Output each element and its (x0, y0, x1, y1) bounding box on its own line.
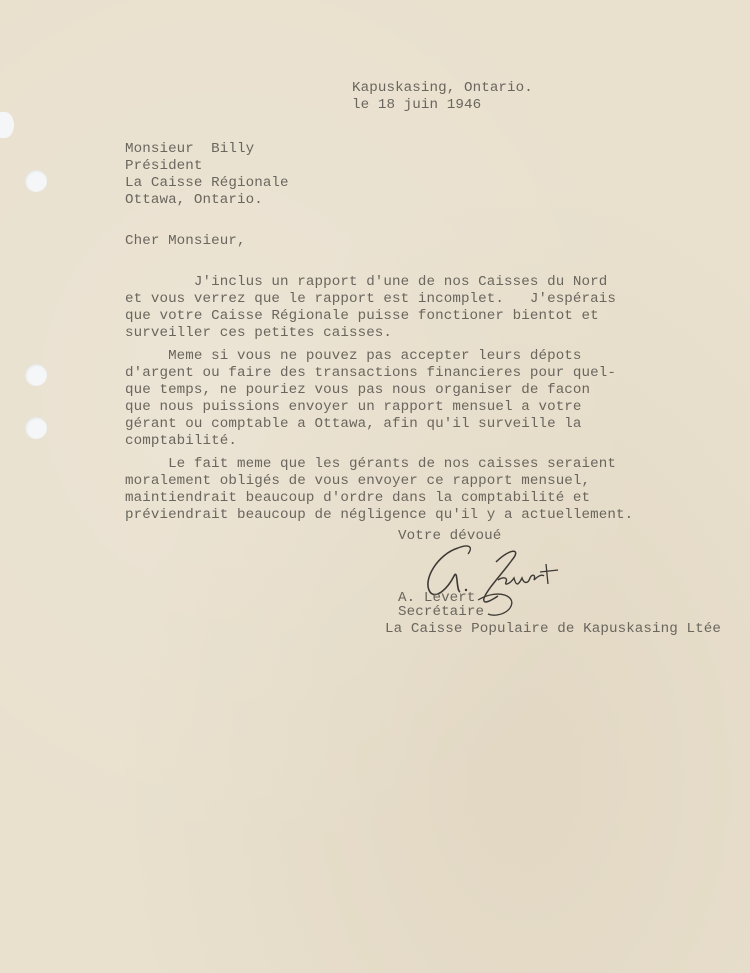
paragraph-line: surveiller ces petites caisses. (125, 325, 393, 341)
punch-hole (25, 417, 47, 439)
paragraph-line: que nous puissions envoyer un rapport mensuel a votre (125, 399, 582, 415)
recipient-address: Ottawa, Ontario. (125, 192, 263, 208)
signer-title: Secrétaire (398, 604, 485, 620)
paragraph-line: que votre Caisse Régionale puisse fonctioner bientot et (125, 308, 599, 324)
punch-hole (25, 170, 47, 192)
recipient-title: Président (125, 158, 203, 174)
closing: Votre dévoué (398, 528, 502, 544)
paragraph-line: et vous verrez que le rapport est incomplet. J'espérais (125, 291, 616, 307)
signer-name: A. Levert (398, 590, 476, 606)
salutation: Cher Monsieur, (125, 233, 246, 249)
paragraph-line: Le fait meme que les gérants de nos caisses seraient (125, 456, 616, 472)
recipient-name: Monsieur Billy (125, 141, 255, 157)
paragraph-line: moralement obligés de vous envoyer ce rapport mensuel, (125, 473, 591, 489)
letter-date: le 18 juin 1946 (352, 97, 482, 113)
torn-punch-hole (0, 112, 14, 138)
recipient-organization: La Caisse Régionale (125, 175, 289, 191)
signer-organization: La Caisse Populaire de Kapuskasing Ltée (385, 621, 721, 637)
paragraph-line: Meme si vous ne pouvez pas accepter leurs dépots (125, 348, 582, 364)
paragraph-line: J'inclus un rapport d'une de nos Caisses du Nord (125, 274, 608, 290)
paragraph-line: gérant ou comptable a Ottawa, afin qu'il surveille la (125, 416, 582, 432)
paragraph-line: d'argent ou faire des transactions financieres pour quel- (125, 365, 616, 381)
paragraph-line: que temps, ne pouriez vous pas nous organiser de facon (125, 382, 591, 398)
paragraph-line: préviendrait beaucoup de négligence qu'il y a actuellement. (125, 507, 634, 523)
paragraph-line: comptabilité. (125, 433, 237, 449)
punch-hole (25, 364, 47, 386)
paragraph-line: maintiendrait beaucoup d'ordre dans la comptabilité et (125, 490, 591, 506)
letter-place: Kapuskasing, Ontario. (352, 80, 533, 96)
